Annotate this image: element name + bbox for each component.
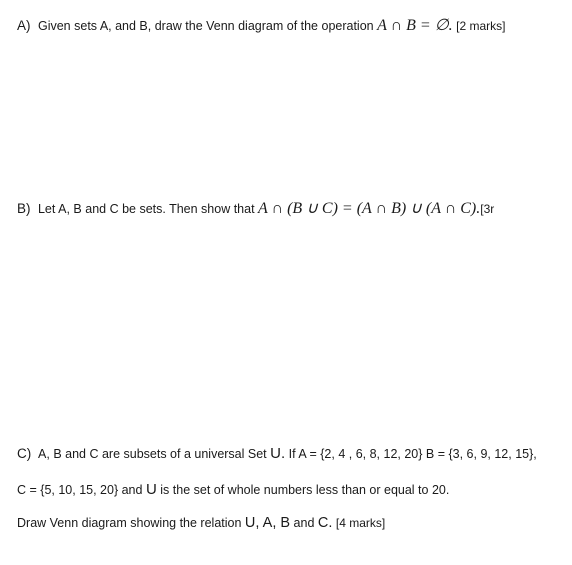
question-c-text-2: If A = {2, 4 , 6, 8, 12, 20} B = {3, 6, 9, 12, 15}, [288, 447, 537, 461]
question-b [17, 200, 494, 218]
question-c-relation: U, A, B [244, 515, 291, 531]
question-c-set-c: C = {5, 10, 15, 20} and [17, 483, 143, 497]
question-b-math: A ∩ (B ∪ C) = (A ∩ B) ∪ (A ∩ C). [258, 200, 481, 217]
question-c-line-1 [17, 445, 537, 463]
question-c-text-1: A, B and C are subsets of a universal Set [38, 447, 267, 461]
question-c-set-c-symbol: C. [317, 515, 333, 531]
question-a-math: A ∩ B = ∅. [377, 17, 453, 34]
question-c-instruction: Draw Venn diagram showing the relation [17, 516, 242, 530]
question-b-marks: [3r [480, 202, 495, 216]
universal-set-symbol: U. [270, 445, 286, 462]
question-c-marks: [4 marks] [335, 516, 386, 530]
question-b-text: Let A, B and C be sets. Then show that [37, 202, 255, 216]
question-a-marks: [2 marks] [456, 19, 506, 33]
universal-set-symbol-2: U [145, 481, 157, 498]
question-c-universal-definition: is the set of whole numbers less than or equal to 20. [160, 483, 450, 497]
question-c-line-2 [17, 481, 449, 499]
question-c-label: C) [17, 446, 32, 461]
question-a [17, 17, 505, 35]
question-c-line-3 [17, 514, 385, 532]
question-a-text: Given sets A, and B, draw the Venn diagram of the operation [37, 19, 374, 33]
question-a-label: A) [17, 18, 31, 33]
question-b-label: B) [17, 201, 31, 216]
question-c-and: and [293, 516, 315, 530]
